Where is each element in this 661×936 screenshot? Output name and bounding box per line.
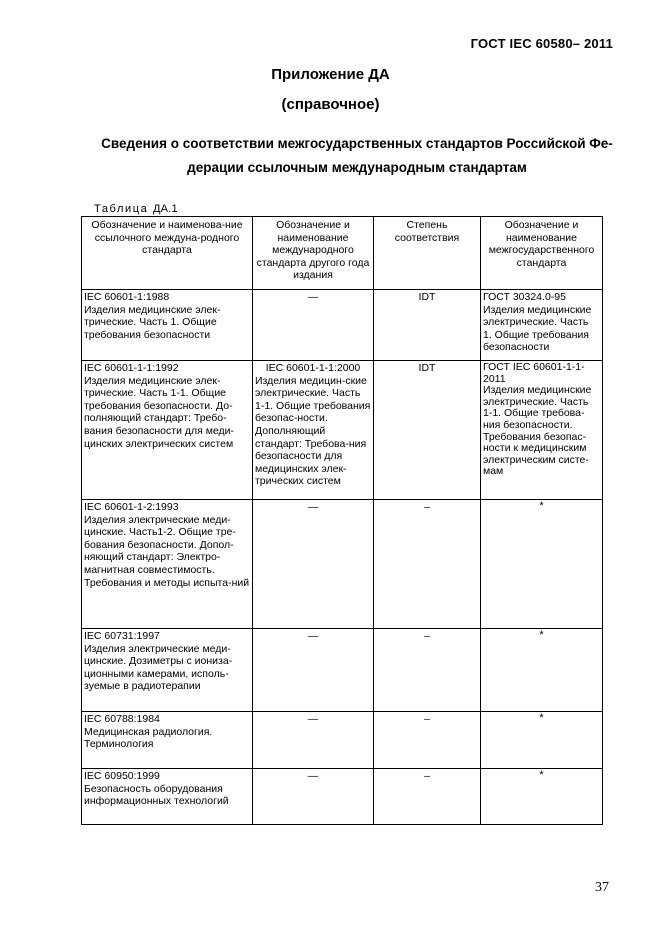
- footnote-marker: *: [539, 629, 544, 641]
- section-heading-line-2: дерации ссылочным международным стандартам: [187, 160, 527, 175]
- table-row: [82, 769, 603, 825]
- reference-title: Безопасность оборудования информационных технологий: [84, 782, 229, 808]
- table-row: [82, 629, 603, 712]
- cell-degree: [374, 769, 481, 825]
- reference-code: IEC 60601-1:1988: [84, 291, 170, 303]
- table-row: [82, 712, 603, 769]
- table-caption: [94, 203, 178, 215]
- cell-other-edition: [253, 629, 374, 712]
- header-reference-standard: Обозначение и наименова-ние ссылочного междуна-родного стандарта: [82, 217, 253, 290]
- header-degree: Степень соответствия: [374, 217, 481, 290]
- interstate-title: Изделия медицинские электрические. Часть 1-1. Общие требова-ния безопасности. Требования безопас-ности к медицинским электрическим систе-мам: [483, 384, 592, 478]
- table-header-row: [82, 217, 603, 290]
- section-heading: [92, 132, 622, 180]
- cell-interstate: [481, 361, 603, 500]
- reference-title: Изделия электрические меди-цинские. Дозиметры с иониза-ционными камерами, исполь-зуемые в радиотерапии: [84, 642, 233, 693]
- cell-reference: [82, 769, 253, 825]
- degree-value: IDT: [418, 291, 436, 303]
- footnote-marker: *: [539, 769, 544, 781]
- cell-other-edition: [253, 769, 374, 825]
- interstate-title: Изделия медицинские электрические. Часть 1. Общие требования безопасности: [483, 303, 592, 354]
- cell-other-edition: [253, 361, 374, 500]
- degree-value: –: [424, 770, 430, 782]
- cell-other-edition: [253, 712, 374, 769]
- reference-title: Изделия медицинские элек-трические. Часть 1-1. Общие требования безопасности. До-полняющий стандарт: Требо-вания безопасности для меди-цинских электрических систем: [84, 374, 235, 450]
- cell-degree: [374, 500, 481, 629]
- reference-code: IEC 60788:1984: [84, 713, 160, 725]
- cell-degree: [374, 629, 481, 712]
- table-row: [82, 290, 603, 361]
- reference-code: IEC 60731:1997: [84, 630, 160, 642]
- degree-value: –: [424, 501, 430, 513]
- appendix-subtitle: (справочное): [281, 96, 380, 113]
- cell-reference: [82, 712, 253, 769]
- cell-degree: [374, 712, 481, 769]
- other-edition-value: —: [307, 713, 319, 725]
- reference-code: IEC 60601-1-1:1992: [84, 362, 179, 374]
- table-row: [82, 361, 603, 500]
- other-edition-code: IEC 60601-1-1:2000: [265, 362, 361, 374]
- document-code: ГОСТ IEC 60580– 2011: [470, 36, 613, 51]
- footnote-marker: *: [539, 712, 544, 724]
- cell-reference: [82, 361, 253, 500]
- interstate-code: ГОСТ IEC 60601-1-1-2011: [483, 361, 585, 385]
- footnote-marker: *: [539, 500, 544, 512]
- cell-interstate: [481, 629, 603, 712]
- cell-other-edition: [253, 500, 374, 629]
- cell-degree: [374, 290, 481, 361]
- other-edition-value: —: [307, 770, 319, 782]
- cell-degree: [374, 361, 481, 500]
- other-edition-title: Изделия медицин-ские электрические. Часть 1-1. Общие требования безопас-ности. Дополняющий стандарт: Требова-ния безопасности для медицинских элек-трических систем: [255, 374, 371, 488]
- other-edition-value: —: [307, 501, 319, 513]
- degree-value: IDT: [418, 362, 436, 374]
- cell-reference: [82, 500, 253, 629]
- reference-title: Медицинская радиология. Терминология: [84, 725, 213, 751]
- degree-value: –: [424, 713, 430, 725]
- appendix-title: Приложение ДА: [271, 66, 390, 83]
- reference-title: Изделия медицинские элек-трические. Часть 1. Общие требования безопасности: [84, 303, 221, 341]
- page-number: 37: [595, 880, 609, 895]
- reference-code: IEC 60601-1-2:1993: [84, 501, 179, 513]
- cell-interstate: [481, 769, 603, 825]
- cell-reference: [82, 290, 253, 361]
- other-edition-value: —: [307, 630, 319, 642]
- reference-code: IEC 60950:1999: [84, 770, 160, 782]
- degree-value: –: [424, 630, 430, 642]
- cell-interstate: [481, 290, 603, 361]
- header-other-edition: Обозначение и наименование международного стандарта другого года издания: [253, 217, 374, 290]
- cell-other-edition: [253, 290, 374, 361]
- cell-interstate: [481, 712, 603, 769]
- other-edition-value: —: [307, 291, 319, 303]
- correspondence-table: [81, 216, 603, 825]
- section-heading-line-1: Сведения о соответствии межгосударственных стандартов Российской Фе-: [101, 136, 613, 151]
- header-interstate-standard: Обозначение и наименование межгосударственного стандарта: [481, 217, 603, 290]
- cell-interstate: [481, 500, 603, 629]
- table-caption-prefix: Таблица: [94, 203, 149, 215]
- reference-title: Изделия электрические меди-цинские. Часть1-2. Общие тре-бования безопасности. Допол-няющий стандарт: Электро-магнитная совместимость. Требования и методы испыта-ний: [84, 513, 250, 589]
- interstate-code: ГОСТ 30324.0-95: [483, 291, 566, 303]
- cell-reference: [82, 629, 253, 712]
- table-row: [82, 500, 603, 629]
- table-caption-number: ДА.1: [153, 203, 178, 215]
